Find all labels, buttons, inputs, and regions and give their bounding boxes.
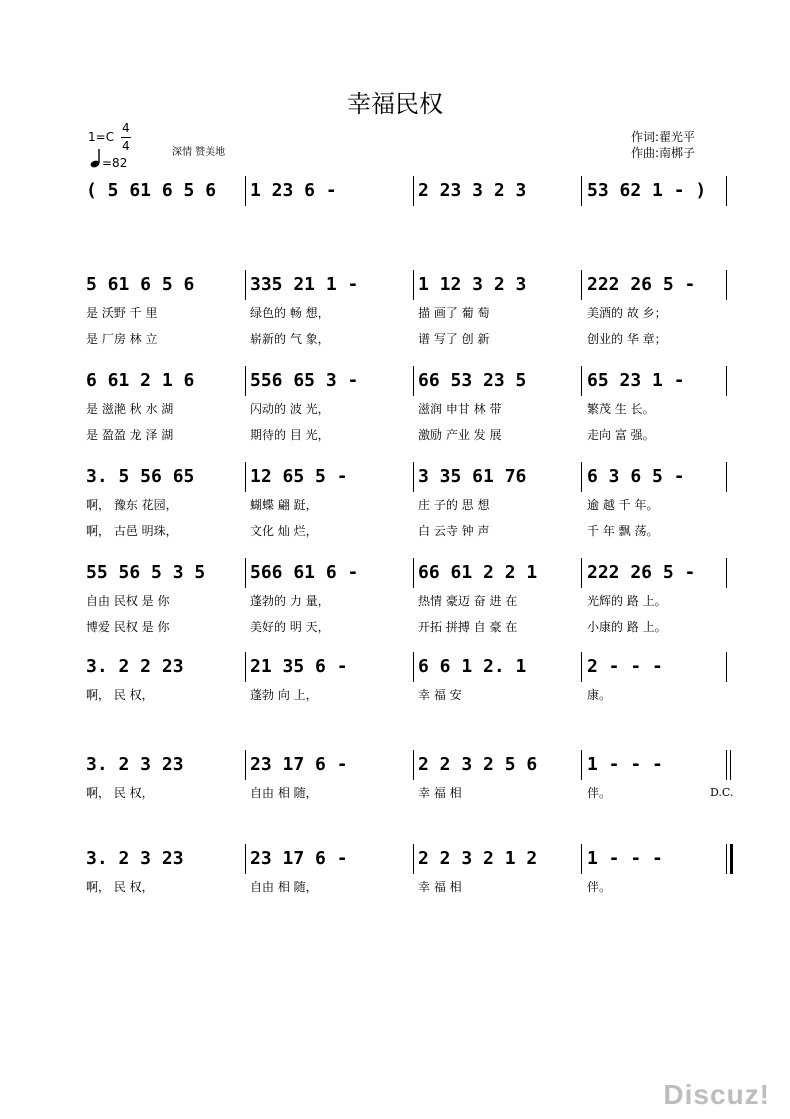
measure: 23 17 6 - (250, 848, 348, 869)
bar-line (413, 750, 414, 780)
lyric-verse-1: 自由 相 随， (250, 880, 318, 894)
measure: 66 53 23 5 (418, 370, 527, 391)
bar-line (581, 652, 582, 682)
measure: 3. 2 3 23 (86, 848, 184, 869)
bar-line (245, 844, 246, 874)
discuz-watermark: Discuz! (663, 1079, 770, 1110)
measure: 53 62 1 - ) (587, 180, 707, 201)
lyric-verse-1: 闪动的 波 光， (250, 402, 330, 416)
measure: 65 23 1 - (587, 370, 685, 391)
measure: 23 17 6 - (250, 754, 348, 775)
lyric-verse-1: 啊， 豫东 花园， (86, 498, 178, 512)
measure: 2 - - - (587, 656, 663, 677)
bar-line (245, 270, 246, 300)
bar-line (413, 462, 414, 492)
bar-line (413, 366, 414, 396)
lyric-verse-2: 谱 写了 创 新 (418, 332, 490, 346)
lyric-verse-2: 创业的 华 章； (587, 332, 667, 346)
measure: 1 23 6 - (250, 180, 337, 201)
measure: 222 26 5 - (587, 274, 696, 295)
lyric-verse-1: 康。 (587, 688, 612, 702)
time-signature-line (121, 137, 131, 138)
lyric-verse-1: 伴。 (587, 786, 612, 800)
lyric-verse-1: 逾 越 千 年。 (587, 498, 659, 512)
bar-line (581, 176, 582, 206)
lyric-verse-2: 啊， 古邑 明珠， (86, 524, 178, 538)
lyric-verse-1: 是 滋滟 秋 水 湖 (86, 402, 174, 416)
lyric-verse-1: 幸 福 安 (418, 688, 462, 702)
lyric-verse-2: 是 盈盈 龙 泽 湖 (86, 428, 174, 442)
measure: 1 12 3 2 3 (418, 274, 527, 295)
bar-line (245, 462, 246, 492)
bar-line (726, 462, 727, 492)
bar-line (245, 750, 246, 780)
lyric-verse-1: 描 画了 葡 萄 (418, 306, 490, 320)
measure: 335 21 1 - (250, 274, 359, 295)
measure: 12 65 5 - (250, 466, 348, 487)
lyric-verse-2: 走向 富 强。 (587, 428, 655, 442)
measure: 3. 2 2 23 (86, 656, 184, 677)
time-signature-bottom: 4 (122, 139, 130, 153)
lyric-verse-1: 蓬勃的 力 量， (250, 594, 330, 608)
bar-line (413, 558, 414, 588)
lyric-verse-1: 美酒的 故 乡； (587, 306, 667, 320)
lyric-verse-1: 热情 豪迈 奋 进 在 (418, 594, 518, 608)
measure: 5 61 6 5 6 (86, 274, 195, 295)
bar-line (413, 176, 414, 206)
lyric-verse-2: 是 厂房 林 立 (86, 332, 158, 346)
bar-line (413, 652, 414, 682)
lyric-verse-2: 崭新的 气 象， (250, 332, 330, 346)
bar-line (726, 844, 727, 874)
measure: 6 61 2 1 6 (86, 370, 195, 391)
bar-line (413, 844, 414, 874)
bar-line (581, 750, 582, 780)
lyric-verse-1: 滋润 申甘 林 带 (418, 402, 502, 416)
bar-line (581, 844, 582, 874)
bar-line (581, 558, 582, 588)
bar-line (245, 366, 246, 396)
bar-line (245, 176, 246, 206)
measure: 556 65 3 - (250, 370, 359, 391)
lyric-verse-2: 激励 产业 发 展 (418, 428, 502, 442)
lyric-verse-2: 美好的 明 天， (250, 620, 330, 634)
measure: 3. 2 3 23 (86, 754, 184, 775)
measure: 2 2 3 2 1 2 (418, 848, 538, 869)
measure: 1 - - - (587, 754, 663, 775)
bar-line (726, 270, 727, 300)
lyric-verse-1: 繁茂 生 长。 (587, 402, 655, 416)
bar-line (726, 750, 727, 780)
lyric-verse-1: 蓬勃 向 上， (250, 688, 318, 702)
lyric-verse-1: 幸 福 相 (418, 786, 462, 800)
lyric-verse-1: 伴。 (587, 880, 612, 894)
bar-line (413, 270, 414, 300)
measure: 1 - - - (587, 848, 663, 869)
tempo-marking: =82 (102, 156, 128, 170)
lyric-verse-2: 千 年 飘 荡。 (587, 524, 659, 538)
lyric-verse-2: 白 云寺 钟 声 (418, 524, 490, 538)
measure: 222 26 5 - (587, 562, 696, 583)
bar-line (581, 462, 582, 492)
bar-line (245, 558, 246, 588)
measure: 566 61 6 - (250, 562, 359, 583)
lyric-verse-1: 光辉的 路 上。 (587, 594, 667, 608)
lyric-verse-1: 自由 民权 是 你 (86, 594, 170, 608)
measure: 3 35 61 76 (418, 466, 527, 487)
lyric-verse-2: 期待的 目 光， (250, 428, 330, 442)
lyric-verse-1: 是 沃野 千 里 (86, 306, 158, 320)
song-title: 幸福民权 (347, 90, 443, 118)
lyric-verse-2: 小康的 路 上。 (587, 620, 667, 634)
lyric-verse-1: 啊， 民 权， (86, 786, 154, 800)
measure: 6 3 6 5 - (587, 466, 685, 487)
bar-line (726, 558, 727, 588)
final-bar-line (730, 844, 733, 874)
double-bar-line (730, 750, 731, 780)
measure: 3. 5 56 65 (86, 466, 195, 487)
lyric-verse-2: 博爱 民权 是 你 (86, 620, 170, 634)
measure: 2 2 3 2 5 6 (418, 754, 538, 775)
lyric-verse-1: 幸 福 相 (418, 880, 462, 894)
lyricist-credit: 作词:翟光平 (631, 130, 696, 144)
expression-marking: 深情 赞美地 (172, 147, 226, 158)
bar-line (726, 652, 727, 682)
composer-credit: 作曲:南梆子 (631, 146, 696, 160)
measure: 6 6 1 2. 1 (418, 656, 527, 677)
lyric-verse-1: 啊， 民 权， (86, 688, 154, 702)
lyric-verse-1: 蝴蝶 翩 跹， (250, 498, 318, 512)
dc-mark: D.C. (710, 786, 734, 799)
measure: 2 23 3 2 3 (418, 180, 527, 201)
bar-line (581, 366, 582, 396)
lyric-verse-1: 啊， 民 权， (86, 880, 154, 894)
lyric-verse-1: 绿色的 畅 想， (250, 306, 330, 320)
bar-line (245, 652, 246, 682)
time-signature-top: 4 (122, 121, 130, 135)
measure: 66 61 2 2 1 (418, 562, 538, 583)
measure: 55 56 5 3 5 (86, 562, 206, 583)
lyric-verse-2: 开拓 拼搏 自 豪 在 (418, 620, 518, 634)
bar-line (581, 270, 582, 300)
lyric-verse-1: 自由 相 随， (250, 786, 318, 800)
lyric-verse-2: 文化 灿 烂， (250, 524, 318, 538)
measure: ( 5 61 6 5 6 (86, 180, 217, 201)
lyric-verse-1: 庄 子的 思 想 (418, 498, 490, 512)
key-signature: 1=C (88, 130, 115, 144)
measure: 21 35 6 - (250, 656, 348, 677)
bar-line (726, 366, 727, 396)
bar-line (726, 176, 727, 206)
